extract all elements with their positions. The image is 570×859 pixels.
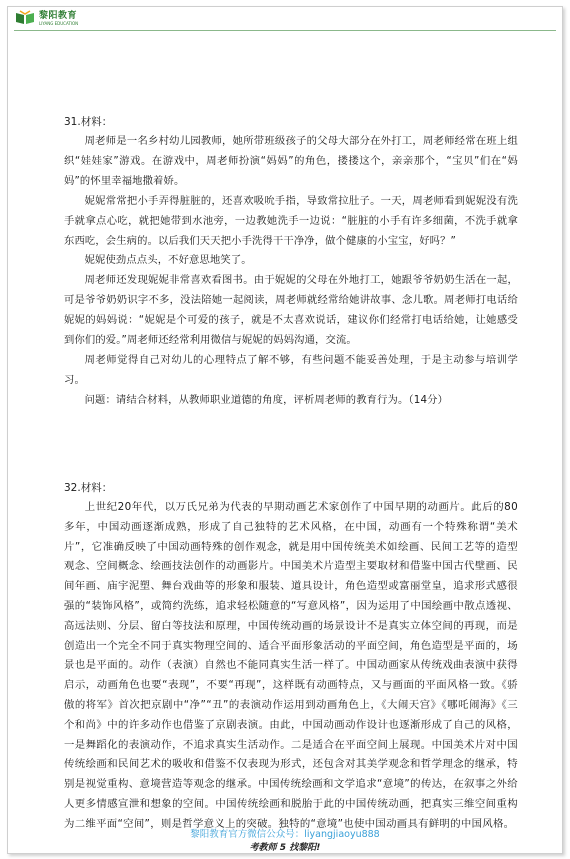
question-number: 32.材料：	[64, 482, 113, 494]
question-prompt: 问题：请结合材料，从教师职业道德的角度，评析周老师的教育行为。（14分）	[84, 393, 449, 406]
paragraph: 周老师还发现妮妮非常喜欢看图书。由于妮妮的父母在外地打工，她跟爷爷奶奶生活在一起，可是爷爷奶奶识字不多，没法陪她一起阅读，周老师就经常给她讲故事、念儿歌。周老师打电话给妮妮的妈妈说：“妮妮是个可爱的孩子，就是不太喜欢说话，建议你们经常打电话给她，让她感受到你们的爱。”周老师还经常利用微信与妮妮的妈妈沟通，交流。	[64, 274, 518, 347]
paragraph: 周老师是一名乡村幼儿园教师，她所带班级孩子的父母大部分在外打工，周老师经常在班上组织“娃娃家”游戏。在游戏中，周老师扮演“妈妈”的角色，搂搂这个，亲亲那个，“宝贝”们在“妈妈”的怀里幸福地撒着娇。	[64, 135, 518, 187]
question-32	[64, 479, 518, 835]
footer-wechat: 黎阳教育官方微信公众号：liyangjiaoyu888	[190, 829, 380, 840]
paragraph: 上世纪20年代，以万氏兄弟为代表的早期动画艺术家创作了中国早期的动画片。此后的80多年，中国动画逐渐成熟，形成了自己独特的艺术风格，在中国，动画有一个特殊称谓“美术片”，它准确反映了中国动画特殊的创作观念，就是用中国传统美术如绘画、民间工艺等的造型观念、空间概念、绘画技法创作的动画影片。中国美术片造型主要取材和借鉴中国古代壁画、民间年画、庙宇泥塑、舞台戏曲等的形象和服装、道具设计，角色造型或富丽堂皇，追求形式感很强的“装饰风格”，或简约洗练，追求轻松随意的“写意风格”，因为运用了中国绘画中散点透视、高远法则、分层、留白等技法和原理，中国传统动画的场景设计不是真实立体空间的再现，而是创造出一个完全不同于真实物理空间的、适合平面形象活动的平面空间，角色造型是平面的，场景也是平面的。动作（表演）自然也不能同真实生活一样了。中国动画家从传统戏曲表演中获得启示，动画角色也要“表现”，不要“再现”，这样既有动画特点，又与画面的平面风格一致。《骄傲的将军》首次把京剧中“净”“丑”的表演动作运用到动画角色上，《大闹天宫》《哪吒闹海》《三个和尚》中的许多动作也借鉴了京剧表演。由此，中国动画动作设计也逐渐形成了自己的风格，一是舞蹈化的表演动作，不追求真实生活动作。二是适合在平面空间上展现。中国美术片对中国传统绘画和民间艺术的吸收和借鉴不仅表现为形式，还包含对其美学观念和哲学理念的继承，特别是视觉重构、意境营造等观念的继承。中国传统绘画和文学追求“意境”的传达，在叙事之外给人更多情感宣泄和想象的空间。中国传统绘画和脱胎于此的中国传统动画，把真实三维空间重构为二维平面“空间”，则是哲学意义上的突破。独特的“意境”也使中国动画具有鲜明的中国风格。	[64, 501, 518, 830]
question-number: 31.材料：	[64, 116, 113, 128]
paragraph: 妮妮常常把小手弄得脏脏的，还喜欢吸吮手指，导致常拉肚子。一天，周老师看到妮妮没有洗手就拿点心吃，就把她带到水池旁，一边教她洗手一边说：“脏脏的小手有许多细菌，不洗手就拿东西吃，会生病的。以后我们天天把小手洗得干干净净，做个健康的小宝宝，好吗？”	[64, 194, 518, 247]
logo-name: 黎阳教育	[39, 10, 78, 21]
paragraph: 周老师觉得自己对幼儿的心理特点了解不够，有些问题不能妥善处理，于是主动参与培训学习。	[64, 353, 518, 386]
book-logo-icon	[14, 10, 36, 26]
logo-subtitle: LIYANG EDUCATION	[39, 20, 79, 26]
brand-logo	[14, 10, 78, 26]
footer-page-label: 考教师 5 找黎阳!	[249, 843, 321, 853]
question-31	[64, 113, 518, 411]
header-divider	[14, 30, 556, 31]
paragraph: 妮妮使劲点点头，不好意思地笑了。	[84, 254, 252, 267]
